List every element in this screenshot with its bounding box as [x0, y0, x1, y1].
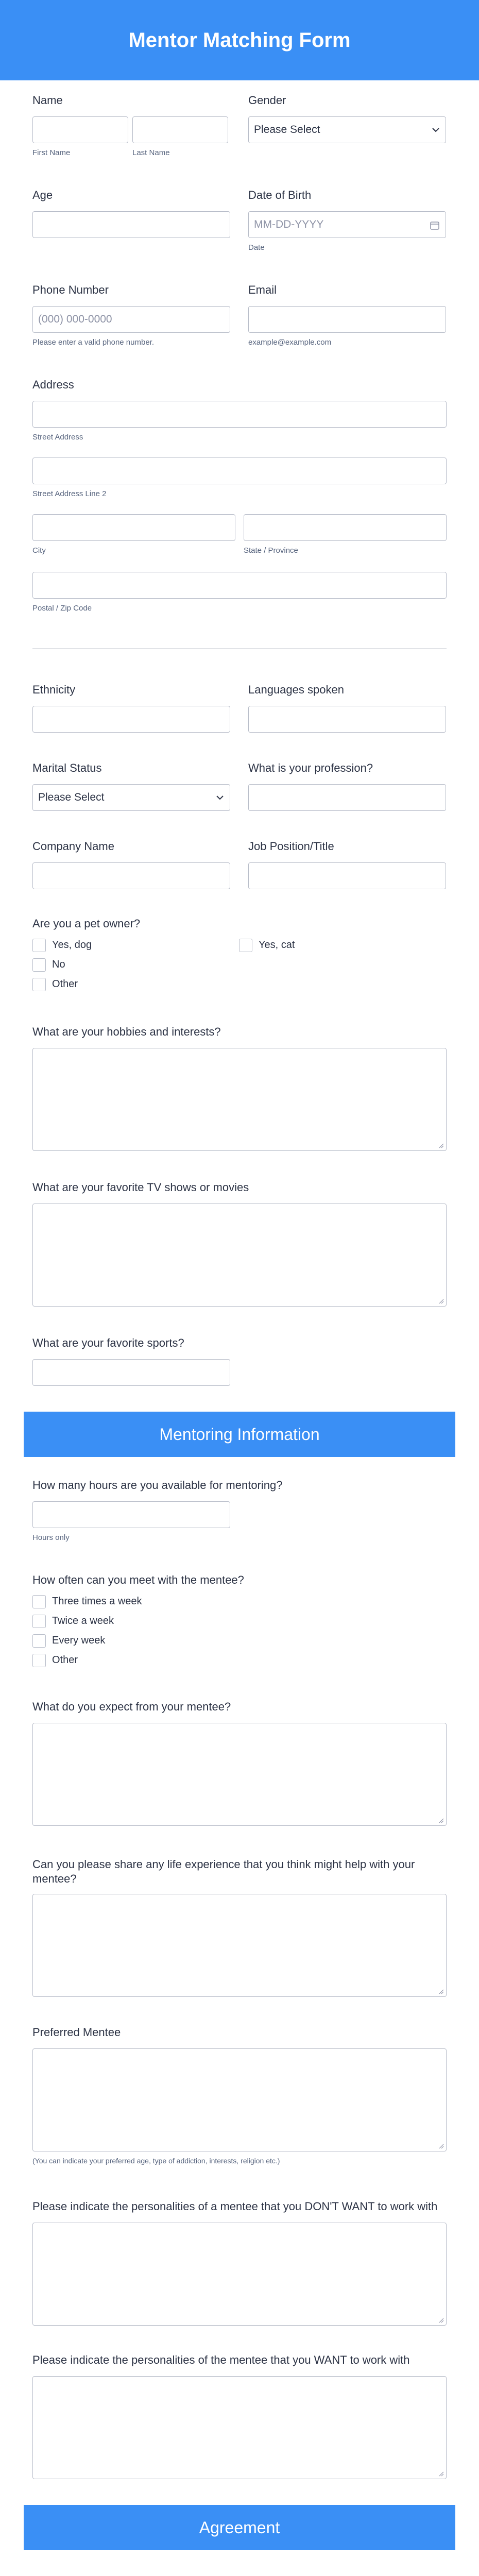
resize-handle-icon[interactable]	[438, 2317, 444, 2323]
tv-textarea[interactable]	[32, 1204, 447, 1307]
pet-checkbox-other[interactable]	[32, 978, 46, 991]
life-label-line1: Can you please share any life experience that you think might help with your	[32, 1858, 415, 1871]
dob-placeholder: MM-DD-YYYY	[254, 218, 324, 230]
street-address-sublabel: Street Address	[32, 433, 83, 442]
chevron-down-icon	[432, 127, 439, 132]
preferred-label: Preferred Mentee	[32, 2026, 121, 2039]
agreement-item	[59, 2574, 286, 2576]
street-address-input[interactable]	[32, 401, 447, 428]
dont-want-textarea[interactable]	[32, 2223, 447, 2326]
dob-sublabel: Date	[248, 243, 265, 252]
frequency-label: How often can you meet with the mentee?	[32, 1573, 244, 1586]
city-input[interactable]	[32, 514, 235, 541]
calendar-icon[interactable]	[430, 221, 439, 230]
state-sublabel: State / Province	[244, 546, 298, 555]
pet-checkbox-no[interactable]	[32, 958, 46, 972]
first-name-input[interactable]	[32, 116, 128, 143]
preferred-sublabel: (You can indicate your preferred age, type of addiction, interests, religion etc.)	[32, 2157, 280, 2165]
gender-select[interactable]	[248, 116, 446, 143]
form-title: Mentor Matching Form	[128, 28, 351, 52]
frequency-checkbox[interactable]	[32, 1634, 46, 1648]
chevron-down-icon	[216, 795, 224, 800]
languages-input[interactable]	[248, 706, 446, 733]
pet-checkbox-dog[interactable]	[32, 939, 46, 952]
want-label: Please indicate the personalities of the mentee that you WANT to work with	[32, 2353, 410, 2366]
preferred-textarea[interactable]	[32, 2048, 447, 2151]
section-divider	[32, 648, 447, 649]
life-label-line2: mentee?	[32, 1872, 77, 1885]
job-input[interactable]	[248, 862, 446, 889]
pet-option-label: Yes, dog	[52, 939, 92, 951]
company-label: Company Name	[32, 840, 114, 853]
name-label: Name	[32, 94, 63, 107]
state-input[interactable]	[244, 514, 447, 541]
pet-checkbox-cat[interactable]	[239, 939, 252, 952]
street-address-2-input[interactable]	[32, 457, 447, 484]
hours-label: How many hours are you available for mentoring?	[32, 1479, 283, 1492]
tv-label: What are your favorite TV shows or movies	[32, 1181, 249, 1194]
last-name-input[interactable]	[132, 116, 228, 143]
mentoring-section-header	[24, 1412, 455, 1457]
frequency-checkbox[interactable]	[32, 1615, 46, 1628]
resize-handle-icon[interactable]	[438, 1988, 444, 1994]
marital-select-value: Please Select	[38, 791, 105, 803]
mentoring-section-title: Mentoring Information	[159, 1425, 320, 1444]
sports-label: What are your favorite sports?	[32, 1336, 184, 1349]
profession-input[interactable]	[248, 784, 446, 811]
frequency-option-label: Other	[52, 1654, 78, 1666]
pet-label: Are you a pet owner?	[32, 917, 141, 930]
first-name-sublabel: First Name	[32, 148, 71, 157]
expect-label: What do you expect from your mentee?	[32, 1700, 231, 1713]
address-label: Address	[32, 378, 74, 391]
email-sublabel: example@example.com	[248, 338, 332, 347]
phone-placeholder: (000) 000-0000	[38, 313, 112, 325]
frequency-checkbox[interactable]	[32, 1654, 46, 1667]
frequency-checkbox[interactable]	[32, 1595, 46, 1608]
age-input[interactable]	[32, 211, 230, 238]
dont-want-label: Please indicate the personalities of a mentee that you DON'T WANT to work with	[32, 2200, 438, 2213]
job-label: Job Position/Title	[248, 840, 334, 853]
email-label: Email	[248, 283, 277, 296]
hobbies-textarea[interactable]	[32, 1048, 447, 1151]
frequency-option-label: Three times a week	[52, 1596, 142, 1607]
street-address-2-sublabel: Street Address Line 2	[32, 489, 107, 498]
form-header	[0, 0, 479, 80]
resize-handle-icon[interactable]	[438, 1817, 444, 1823]
dob-label: Date of Birth	[248, 189, 312, 201]
pet-option-label: No	[52, 959, 65, 970]
company-input[interactable]	[32, 862, 230, 889]
age-label: Age	[32, 189, 53, 201]
resize-handle-icon[interactable]	[438, 1298, 444, 1304]
dob-input[interactable]	[248, 211, 446, 238]
frequency-option-label: Every week	[52, 1635, 106, 1646]
phone-label: Phone Number	[32, 283, 109, 296]
pet-option-label: Yes, cat	[259, 939, 295, 951]
gender-label: Gender	[248, 94, 286, 107]
marital-select[interactable]	[32, 784, 230, 811]
agreement-section-title: Agreement	[199, 2518, 280, 2537]
profession-label: What is your profession?	[248, 761, 373, 774]
ethnicity-input[interactable]	[32, 706, 230, 733]
gender-select-value: Please Select	[254, 124, 320, 135]
hours-sublabel: Hours only	[32, 1533, 70, 1542]
resize-handle-icon[interactable]	[438, 2470, 444, 2477]
expect-textarea[interactable]	[32, 1723, 447, 1826]
postal-input[interactable]	[32, 572, 447, 599]
hours-input[interactable]	[32, 1501, 230, 1528]
life-textarea[interactable]	[32, 1894, 447, 1997]
last-name-sublabel: Last Name	[132, 148, 170, 157]
marital-label: Marital Status	[32, 761, 102, 774]
phone-sublabel: Please enter a valid phone number.	[32, 338, 154, 347]
agreement-section-header	[24, 2505, 455, 2550]
hobbies-label: What are your hobbies and interests?	[32, 1025, 221, 1038]
frequency-option-label: Twice a week	[52, 1615, 114, 1626]
want-textarea[interactable]	[32, 2376, 447, 2479]
city-sublabel: City	[32, 546, 46, 555]
languages-label: Languages spoken	[248, 683, 344, 696]
sports-input[interactable]	[32, 1359, 230, 1386]
resize-handle-icon[interactable]	[438, 2143, 444, 2149]
phone-input[interactable]	[32, 306, 230, 333]
resize-handle-icon[interactable]	[438, 1142, 444, 1148]
postal-sublabel: Postal / Zip Code	[32, 604, 92, 613]
email-input[interactable]	[248, 306, 446, 333]
pet-option-label: Other	[52, 978, 78, 990]
ethnicity-label: Ethnicity	[32, 683, 76, 696]
